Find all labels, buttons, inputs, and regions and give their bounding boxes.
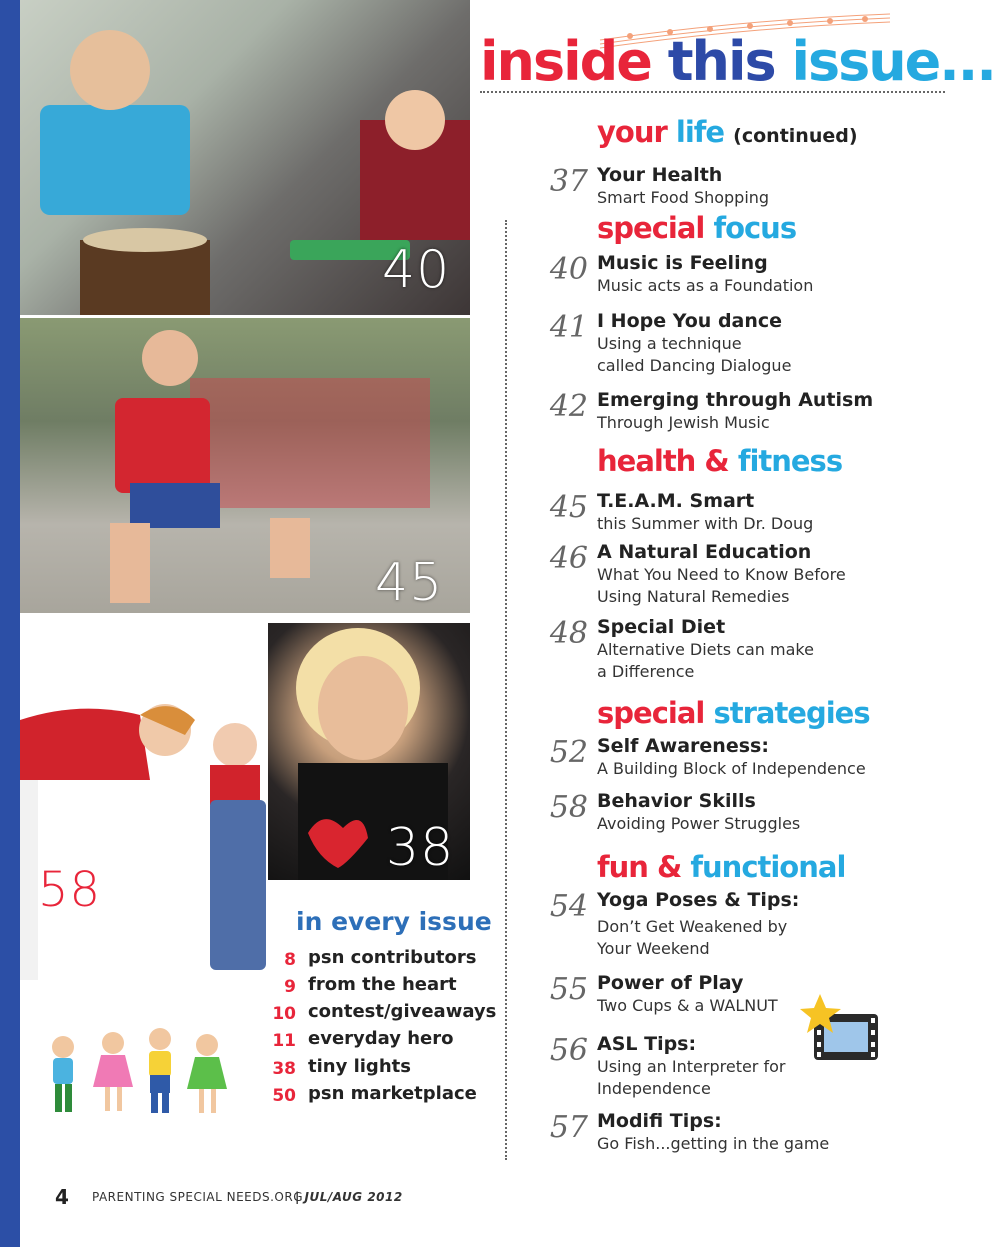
toc-entry-subtitle: Go Fish...getting in the game [597, 1134, 830, 1153]
footer-page-number: 4 [55, 1185, 69, 1209]
section-heading-health-fitness [597, 444, 842, 478]
toc-entry-title: ASL Tips: [597, 1033, 697, 1055]
footer-site-name: PARENTING SPECIAL NEEDS.ORG [92, 1190, 303, 1204]
toc-entry-subtitle: Using Natural Remedies [597, 587, 790, 606]
section-heading-your-life [597, 115, 858, 149]
every-issue-item[interactable] [260, 1056, 520, 1082]
section-your-life-note: (continued) [733, 125, 858, 147]
side-accent-bar [0, 0, 20, 1247]
every-issue-page: 8 [284, 950, 296, 970]
toc-entry-title: Emerging through Autism [597, 389, 874, 411]
toc-entry-subtitle: Independence [597, 1079, 711, 1098]
toc-page-number: 52 [549, 735, 588, 770]
page-title [480, 30, 995, 93]
section-special-focus-word1: special [597, 211, 705, 245]
in-every-issue-heading: in every issue [296, 907, 492, 936]
section-heading-fun-functional [597, 850, 845, 884]
section-heading-special-focus [597, 211, 796, 245]
toc-entry-title: Modifi Tips: [597, 1110, 722, 1132]
toc-entry-subtitle: a Difference [597, 662, 695, 681]
every-issue-item[interactable] [260, 974, 520, 1000]
section-health-fitness-word1: health & [597, 444, 729, 478]
toc-page-number: 46 [549, 541, 588, 576]
photo-girl-kiss [268, 623, 470, 880]
section-your-life-word2: life [675, 115, 725, 149]
every-issue-item[interactable] [260, 1028, 520, 1054]
toc-entry-subtitle: Using an Interpreter for [597, 1057, 786, 1076]
every-issue-page: 38 [272, 1059, 296, 1079]
toc-entry-title: Yoga Poses & Tips: [597, 889, 800, 911]
photo-mother-child [20, 640, 288, 985]
section-fun-functional-word1: fun & [597, 850, 682, 884]
toc-page-number: 42 [549, 389, 588, 424]
toc-page-number: 56 [549, 1033, 588, 1068]
section-special-strategies-word2: strategies [713, 696, 870, 730]
title-word-this: this [667, 30, 775, 93]
photo-drum-music [20, 0, 470, 315]
toc-entry-subtitle: Avoiding Power Struggles [597, 814, 801, 833]
every-issue-page: 10 [272, 1004, 296, 1024]
page-number-40-label: 40 [382, 240, 451, 300]
toc-entry-subtitle: this Summer with Dr. Doug [597, 514, 814, 533]
toc-entry-title: I Hope You dance [597, 310, 783, 332]
toc-entry-subtitle: Using a technique [597, 334, 742, 353]
section-health-fitness-word2: fitness [737, 444, 843, 478]
every-issue-page: 50 [272, 1086, 296, 1106]
section-your-life-word1: your [597, 115, 667, 149]
every-issue-label: contest/giveaways [308, 1001, 497, 1022]
page-number-45-label: 45 [375, 553, 444, 613]
toc-entry-title: Your Health [597, 164, 723, 186]
every-issue-label: from the heart [308, 974, 457, 995]
section-fun-functional-word2: functional [690, 850, 846, 884]
every-issue-label: everyday hero [308, 1028, 454, 1049]
toc-entry-title: Self Awareness: [597, 735, 769, 757]
toc-entry-subtitle: Smart Food Shopping [597, 188, 770, 207]
every-issue-item[interactable] [260, 1001, 520, 1027]
every-issue-label: tiny lights [308, 1056, 411, 1077]
title-word-issue: issue... [791, 30, 995, 93]
title-divider [480, 91, 945, 93]
toc-entry-title: Special Diet [597, 616, 726, 638]
every-issue-page: 11 [272, 1031, 296, 1051]
toc-entry-title: Power of Play [597, 972, 744, 994]
toc-entry-title: A Natural Education [597, 541, 812, 563]
toc-page-number: 57 [549, 1110, 588, 1145]
toc-page-number: 55 [549, 972, 588, 1007]
toc-entry-subtitle: Don’t Get Weakened by [597, 917, 788, 936]
title-word-inside: inside [480, 30, 651, 93]
toc-page-number: 54 [549, 889, 588, 924]
toc-page-number: 41 [549, 310, 588, 345]
toc-page-number: 48 [549, 616, 588, 651]
toc-entry-title: Behavior Skills [597, 790, 756, 812]
footer-issue-date: | JUL/AUG 2012 [295, 1190, 403, 1204]
toc-entry-subtitle: Music acts as a Foundation [597, 276, 814, 295]
every-issue-label: psn marketplace [308, 1083, 477, 1104]
section-special-focus-word2: focus [713, 211, 797, 245]
dancing-kids-clipart [35, 1025, 235, 1120]
toc-entry-subtitle: A Building Block of Independence [597, 759, 866, 778]
video-star-icon [800, 992, 882, 1072]
toc-entry-subtitle: called Dancing Dialogue [597, 356, 792, 375]
mother-child-illustration [20, 640, 288, 985]
page-number-38-label: 38 [386, 818, 455, 878]
toc-entry-subtitle: Your Weekend [597, 939, 710, 958]
every-issue-page: 9 [284, 977, 296, 997]
toc-page-number: 58 [549, 790, 588, 825]
toc-entry-title: T.E.A.M. Smart [597, 490, 755, 512]
photo-running-boy [20, 318, 470, 613]
toc-entry-subtitle: Two Cups & a WALNUT [597, 996, 778, 1015]
toc-page-number: 45 [549, 490, 588, 525]
toc-entry-subtitle: Alternative Diets can make [597, 640, 814, 659]
toc-entry-title: Music is Feeling [597, 252, 768, 274]
toc-page-number: 37 [549, 164, 588, 199]
toc-entry-subtitle: What You Need to Know Before [597, 565, 846, 584]
section-special-strategies-word1: special [597, 696, 705, 730]
every-issue-item[interactable] [260, 947, 520, 973]
toc-page-number: 40 [549, 252, 588, 287]
every-issue-item[interactable] [260, 1083, 520, 1109]
every-issue-label: psn contributors [308, 947, 477, 968]
page-footer [55, 1185, 403, 1209]
page-number-58-label: 58 [38, 862, 102, 918]
toc-entry-subtitle: Through Jewish Music [597, 413, 770, 432]
section-heading-special-strategies [597, 696, 870, 730]
